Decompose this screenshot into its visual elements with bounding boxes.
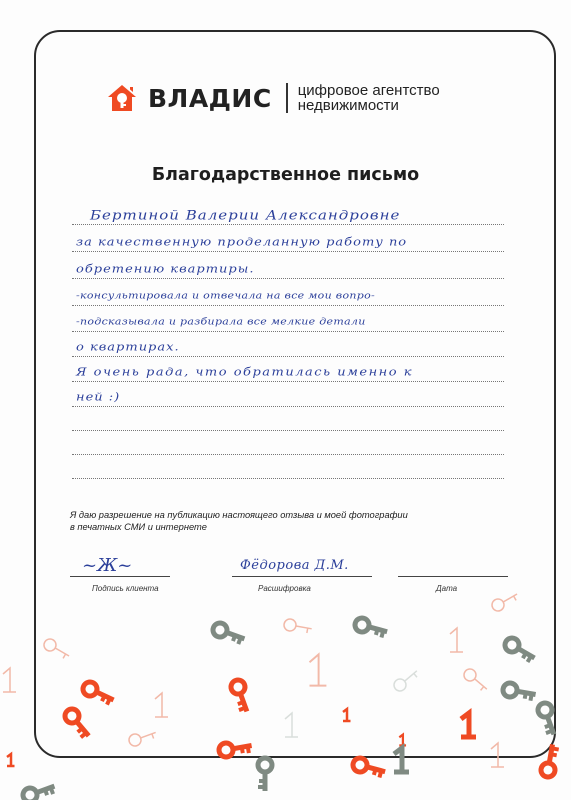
date-line — [398, 576, 508, 577]
writing-line — [72, 305, 504, 306]
writing-line — [72, 278, 504, 279]
writing-line — [72, 381, 504, 382]
client-signature-label: Подпись клиента — [92, 584, 159, 593]
handwritten-line: о квартирах. — [76, 341, 180, 354]
writing-line — [72, 406, 504, 407]
brand-name: ВЛАДИС — [148, 83, 272, 113]
client-signature-line — [70, 576, 170, 577]
handwritten-line: обретению квартиры. — [76, 263, 255, 276]
handwritten-line: Я очень рада, что обратилась именно к — [76, 366, 413, 379]
writing-line — [72, 251, 504, 252]
client-signature: ~Ж~ — [82, 555, 133, 576]
writing-line — [72, 454, 504, 455]
decorative-keys-pattern — [0, 585, 571, 800]
writing-line — [72, 430, 504, 431]
publication-consent — [70, 509, 408, 533]
handwritten-line: за качественную проделанную работу по — [76, 236, 408, 249]
writing-line — [72, 356, 504, 357]
decode-label: Расшифровка — [258, 584, 311, 593]
handwritten-line: -консультировала и отвечала на все мои вопро- — [76, 289, 376, 301]
consent-line-2: в печатных СМИ и интернете — [70, 522, 207, 532]
writing-line — [72, 331, 504, 332]
date-label: Дата — [436, 584, 458, 593]
handwritten-line: Бертиной Валерии Александровне — [90, 207, 401, 223]
tagline-line-2: недвижимости — [297, 97, 399, 114]
handwritten-line: ней :) — [76, 391, 121, 404]
writing-line — [72, 478, 504, 479]
writing-line — [72, 224, 504, 225]
decode-line — [232, 576, 372, 577]
letter-title: Благодарственное письмо — [151, 165, 420, 185]
decode-handwriting: Фёдорова Д.М. — [240, 558, 349, 573]
tagline-line-1: цифровое агентство — [297, 82, 440, 99]
consent-line-1: Я даю разрешение на публикацию настоящего отзыва и моей фотографии — [70, 510, 408, 520]
handwritten-line: -подсказывала и разбирала все мелкие детали — [76, 315, 366, 327]
